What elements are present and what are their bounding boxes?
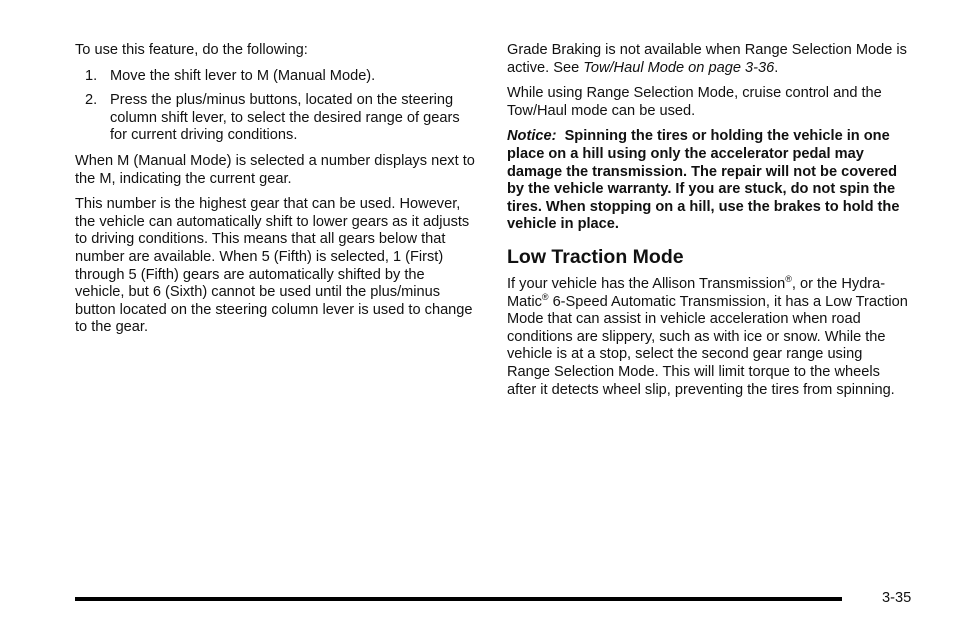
grade-braking-end: . [774, 59, 779, 76]
step-number: 2. [85, 92, 98, 109]
low-traction-text-a: If your vehicle has the Allison Transmission [507, 275, 786, 292]
grade-braking-text: Grade Braking is not available when Range Selection Mode is active. See [507, 42, 907, 76]
manual-mode-paragraph: When M (Manual Mode) is selected a number displays next to the M, indicating the current gear. [75, 152, 475, 187]
low-traction-text-c: 6-Speed Automatic Transmission, it has a Low Traction Mode that can assist in vehicle acceleration when road conditions are slippery, such as with ice or snow. While the vehicle is at a stop, select the second gear range using Range Selection Mode. This will limit torque to the wheels after it detects wheel slip, preventing the tires from spinning. [507, 293, 908, 398]
notice-label: Notice: [507, 128, 557, 145]
highest-gear-paragraph: This number is the highest gear that can be used. However, the vehicle can automatically shift to lower gears as it adjusts to driving conditions. This means that all gears below that number are available. When 5 (Fifth) is selected, 1 (First) through 5 (Fifth) gears are automatically shifted by the vehicle, but 6 (Sixth) cannot be used until the plus/minus button located on the steering column lever is used to change to the gear. [75, 196, 473, 336]
notice-paragraph [507, 128, 909, 234]
section-heading: Low Traction Mode [507, 245, 684, 268]
list-item [75, 68, 477, 86]
right-column [507, 42, 909, 407]
notice-text: Spinning the tires or holding the vehicle in one place on a hill using only the accelerator pedal may damage the transmission. The repair will not be covered by the vehicle warranty. If you are stuck, do not spin the tires. When stopping on a hill, use the brakes to hold the vehicle in place. [507, 128, 900, 233]
footer-rule [75, 597, 842, 601]
page-number: 3-35 [882, 590, 912, 606]
tow-haul-reference: Tow/Haul Mode on page 3-36 [583, 59, 775, 76]
low-traction-text-b: , or the Hydra-Matic [507, 275, 886, 310]
low-traction-paragraph [507, 273, 909, 399]
registered-mark: ® [541, 291, 549, 302]
list-item [75, 92, 477, 145]
left-column [75, 42, 477, 345]
step-number: 1. [85, 67, 98, 84]
steps-list [75, 68, 477, 145]
grade-braking-paragraph [507, 42, 909, 77]
step-text: Move the shift lever to M (Manual Mode). [110, 67, 376, 84]
registered-mark: ® [785, 273, 792, 284]
cruise-control-paragraph: While using Range Selection Mode, cruise control and the Tow/Haul mode can be used. [507, 85, 882, 119]
intro-text: To use this feature, do the following: [75, 42, 308, 58]
step-text: Press the plus/minus buttons, located on the steering column shift lever, to select the desired range of gears for current driving conditions. [110, 92, 460, 144]
